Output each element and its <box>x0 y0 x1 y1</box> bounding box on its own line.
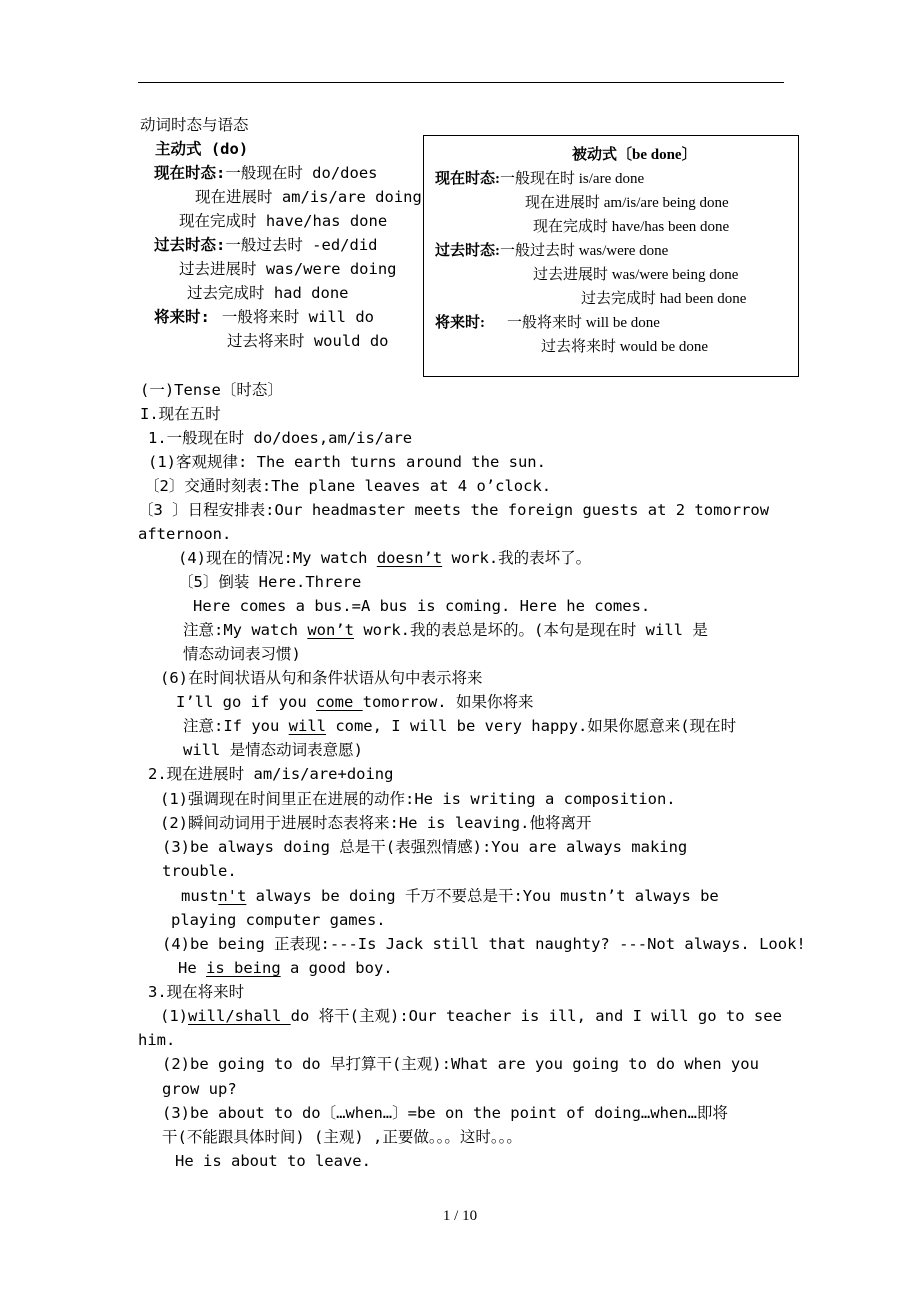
s1-title: 1.一般现在时 do/does,am/is/are <box>148 429 413 447</box>
s1-item-4 <box>178 548 591 568</box>
s2-4b-underlined: is being <box>206 959 281 977</box>
passive-past-progressive: 过去进展时 was/were being done <box>533 267 739 283</box>
passive-past-perfect: 过去完成时 had been done <box>581 291 747 307</box>
active-present-perfect: 现在完成时 have/has done <box>179 212 388 230</box>
passive-present-progressive: 现在进展时 am/is/are being done <box>525 195 729 211</box>
s3-item-3c: He is about to leave. <box>175 1152 371 1170</box>
s3-item-1b: him. <box>138 1031 176 1049</box>
active-future-row <box>154 307 374 327</box>
passive-future-row <box>435 313 660 333</box>
s1-item-3a: 〔3 〕日程安排表:Our headmaster meets the foreign guests at 2 tomorrow <box>138 501 770 519</box>
passive-past-simple: 一般过去时 was/were done <box>500 243 669 259</box>
passive-past-label: 过去时态: <box>435 243 500 259</box>
s1-4-text: (4)现在的情况:My watch <box>178 549 377 567</box>
s2-item-2: (2)瞬间动词用于进展时态表将来:He is leaving.他将离开 <box>160 814 592 832</box>
header-rule <box>138 82 784 83</box>
page-number: 1 / 10 <box>442 1208 478 1224</box>
active-past-simple: 一般过去时 -ed/did <box>225 236 378 254</box>
s2-item-1: (1)强调现在时间里正在进展的动作:He is writing a composition. <box>160 790 676 808</box>
s1-item-6-note-2: will 是情态动词表意愿) <box>183 741 363 759</box>
active-heading: 主动式 (do) <box>155 140 249 158</box>
s2-title: 2.现在进展时 am/is/are+doing <box>148 765 394 783</box>
s3-item-3a: (3)be about to do〔…when…〕=be on the point of doing…when…即将 <box>162 1104 728 1122</box>
active-past-row <box>154 235 378 255</box>
s1-6-note-text: 注意:If you <box>183 717 289 735</box>
s1-item-6-example <box>176 692 533 712</box>
s1-item-2: 〔2〕交通时刻表:The plane leaves at 4 o’clock. <box>144 477 552 495</box>
passive-heading: 被动式〔be done〕 <box>572 147 697 163</box>
active-present-progressive: 现在进展时 am/is/are doing <box>195 188 422 206</box>
s2-item-3d: playing computer games. <box>171 911 386 929</box>
active-past-progressive: 过去进展时 was/were doing <box>179 260 397 278</box>
active-present-simple: 一般现在时 do/does <box>225 164 378 182</box>
s1-item-3b: afternoon. <box>138 525 232 543</box>
s1-item-5-example: Here comes a bus.=A bus is coming. Here he comes. <box>193 597 651 615</box>
s2-item-4a: (4)be being 正表现:---Is Jack still that naughty? ---Not always. Look! <box>162 935 806 953</box>
passive-present-perfect: 现在完成时 have/has been done <box>533 219 730 235</box>
s1-note-text-end: work.我的表总是坏的。(本句是现在时 will 是 <box>354 621 708 639</box>
s3-1a-text-end: do 将干(主观):Our teacher is ill, and I will go to see <box>290 1007 782 1025</box>
passive-box <box>423 135 799 377</box>
s1-note-text: 注意:My watch <box>183 621 308 639</box>
passive-past-row <box>435 241 668 261</box>
passive-present-label: 现在时态: <box>435 171 500 187</box>
passive-present-simple: 一般现在时 is/are done <box>500 171 645 187</box>
s2-item-3b: trouble. <box>162 862 237 880</box>
s1-item-6: (6)在时间状语从句和条件状语从句中表示将来 <box>160 669 483 687</box>
s2-4b-text: He <box>178 959 206 977</box>
s2-item-4b <box>178 958 393 978</box>
active-past-perfect: 过去完成时 had done <box>187 284 349 302</box>
active-past-label: 过去时态: <box>154 236 226 254</box>
active-future-simple: 一般将来时 will do <box>221 308 374 326</box>
active-present-row <box>154 163 378 183</box>
passive-present-row <box>435 169 644 189</box>
passive-future-label: 将来时: <box>435 315 485 331</box>
s1-6-note-text-end: come, I will be very happy.如果你愿意来(现在时 <box>325 717 737 735</box>
s2-item-3c <box>181 886 719 906</box>
s2-3c-text-end: always be doing 千万不要总是干:You mustn’t always be <box>246 887 719 905</box>
s1-item-1: (1)客观规律: The earth turns around the sun. <box>148 453 546 471</box>
s1-6-ex-underlined: come <box>315 693 363 711</box>
s3-1a-text: (1) <box>160 1007 188 1025</box>
s2-3c-text: must <box>181 887 219 905</box>
s3-item-1a <box>160 1006 782 1026</box>
section-present: I.现在五时 <box>140 405 221 423</box>
s3-item-2b: grow up? <box>162 1080 237 1098</box>
s2-item-3a: (3)be always doing 总是干(表强烈情感):You are always making <box>162 838 688 856</box>
s3-1a-underlined: will/shall <box>188 1007 291 1025</box>
active-future-label: 将来时: <box>154 308 210 326</box>
s1-6-ex-text-end: tomorrow. 如果你将来 <box>362 693 534 711</box>
s2-4b-text-end: a good boy. <box>280 959 393 977</box>
tense-heading: (一)Tense〔时态〕 <box>140 381 283 399</box>
s1-note-underlined: won’t <box>307 621 354 639</box>
active-past-future: 过去将来时 would do <box>227 332 389 350</box>
s1-6-ex-text: I’ll go if you <box>176 693 316 711</box>
s1-item-6-note <box>183 716 736 736</box>
s1-4-underlined: doesn’t <box>376 549 443 567</box>
passive-future-simple: 一般将来时 will be done <box>507 315 660 331</box>
s1-item-5: 〔5〕倒装 Here.Threre <box>178 573 362 591</box>
doc-title: 动词时态与语态 <box>140 116 249 134</box>
s3-item-2a: (2)be going to do 早打算干(主观):What are you going to do when you <box>162 1055 759 1073</box>
s1-6-note-underlined: will <box>288 717 326 735</box>
passive-past-future: 过去将来时 would be done <box>541 339 709 355</box>
s1-4-text-end: work.我的表坏了。 <box>442 549 592 567</box>
s3-title: 3.现在将来时 <box>148 983 245 1001</box>
s1-note-2: 情态动词表习惯) <box>183 645 301 663</box>
s1-note <box>183 620 708 640</box>
s2-3c-underlined: n't <box>218 887 247 905</box>
s3-item-3b: 干(不能跟具体时间) (主观) ,正要做。。。这时。。。 <box>162 1128 522 1146</box>
active-present-label: 现在时态: <box>154 164 226 182</box>
